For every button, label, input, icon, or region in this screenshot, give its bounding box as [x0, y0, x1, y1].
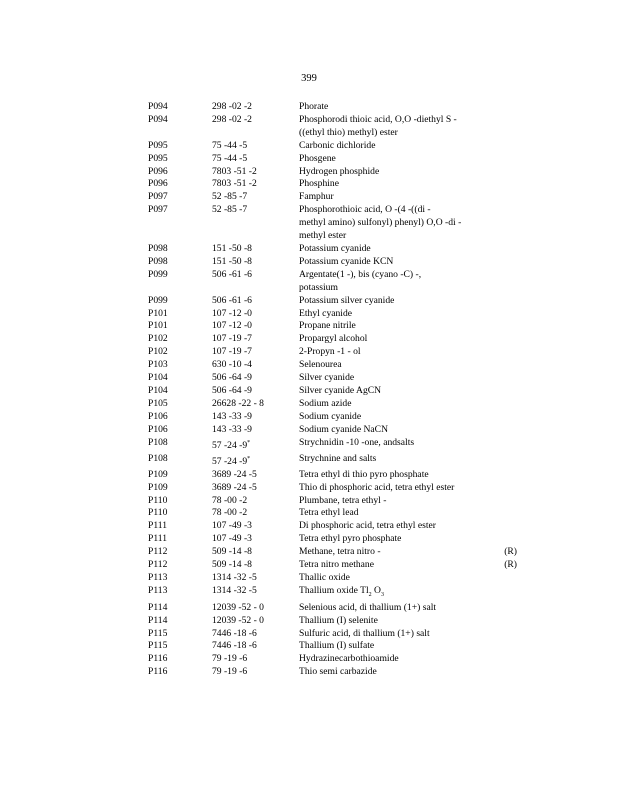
waste-code: P097: [148, 191, 168, 203]
waste-code: P098: [148, 242, 168, 254]
substance-name-line: Silver cyanide: [299, 372, 355, 384]
reactivity-flag: [497, 359, 517, 372]
table-row: [148, 507, 528, 520]
cas-number: [212, 653, 299, 666]
reactivity-flag: [497, 411, 517, 424]
substance-name: [299, 191, 497, 204]
cas-number: [212, 372, 299, 385]
waste-code: P114: [148, 614, 168, 626]
table-row: [148, 204, 528, 243]
waste-code: P114: [148, 601, 168, 613]
cas-number: [212, 191, 299, 204]
reactivity-flag: [497, 320, 517, 333]
substance-name: [299, 585, 497, 602]
table-row: [148, 398, 528, 411]
cas-number: [212, 520, 299, 533]
substance-name-line: Thallium (I) selenite: [299, 614, 378, 626]
substance-name: [299, 572, 497, 585]
table-row: [148, 602, 528, 615]
substance-name-line: Tetra ethyl pyro phosphate: [299, 533, 402, 545]
cas-number-text: 12039 -52 - 0: [212, 601, 264, 613]
reactivity-flag: [497, 204, 517, 243]
substance-name: [299, 424, 497, 437]
reactivity-flag: [497, 191, 517, 204]
cas-number: [212, 411, 299, 424]
page-number: 399: [301, 73, 317, 84]
cas-number-text: 7446 -18 -6: [212, 627, 257, 639]
substance-name: [299, 666, 497, 679]
reactivity-flag: [497, 615, 517, 628]
waste-code: P101: [148, 320, 168, 332]
cas-number: [212, 295, 299, 308]
cas-number: [212, 114, 299, 140]
cas-number-text: 298 -02 -2: [212, 101, 252, 112]
waste-code: P111: [148, 520, 168, 532]
cas-number: [212, 243, 299, 256]
substance-name-line: Selenourea: [299, 359, 342, 371]
reactivity-flag: [497, 520, 517, 533]
substance-name-line: Tetra nitro methane: [299, 559, 374, 571]
reactivity-flag: [497, 572, 517, 585]
waste-code: P104: [148, 384, 168, 396]
reactivity-flag: [497, 653, 517, 666]
substance-name-line: Phosphorothioic acid, O -(4 -((di -: [299, 204, 431, 216]
reactivity-flag: [497, 346, 517, 359]
cas-number-text: 107 -49 -3: [212, 533, 252, 545]
substance-name: [299, 640, 497, 653]
table-row: [148, 411, 528, 424]
reactivity-flag: [497, 295, 517, 308]
cas-number: [212, 602, 299, 615]
substance-name: [299, 507, 497, 520]
reactivity-flag: [497, 243, 517, 256]
reactivity-flag: [497, 140, 517, 153]
substance-name-line: 2-Propyn -1 - ol: [299, 346, 361, 358]
reactivity-flag: [497, 372, 517, 385]
substance-name-line: Thio di phosphoric acid, tetra ethyl ester: [299, 481, 455, 493]
substance-name: [299, 359, 497, 372]
substance-name: [299, 256, 497, 269]
substance-name-line: Phosphine: [299, 178, 339, 190]
cas-number: [212, 424, 299, 437]
substance-name-line: Silver cyanide AgCN: [299, 384, 382, 396]
cas-number-text: 75 -44 -5: [212, 152, 248, 164]
table-row: [148, 372, 528, 385]
table-row: [148, 437, 528, 453]
cas-number: [212, 482, 299, 495]
waste-code: P099: [148, 268, 168, 280]
cas-number: [212, 640, 299, 653]
substance-name: [299, 372, 497, 385]
cas-number-text: 52 -85 -7: [212, 204, 248, 216]
cas-number-text: 75 -44 -5: [212, 139, 248, 151]
reactivity-flag: [497, 585, 517, 602]
table-row: [148, 385, 528, 398]
substance-name: [299, 469, 497, 482]
waste-code: P116: [148, 666, 168, 678]
cas-number: [212, 359, 299, 372]
cas-number: [212, 385, 299, 398]
waste-code: P104: [148, 372, 168, 384]
substance-name: [299, 295, 497, 308]
substance-name: [299, 615, 497, 628]
cas-number-text: 151 -50 -8: [212, 255, 252, 267]
cas-number-text: 7803 -51 -2: [212, 165, 257, 177]
table-row: [148, 666, 528, 679]
substance-name-line: Argentate(1 -), bis (cyano -C) -,: [299, 268, 422, 280]
substance-name-line: Sodium azide: [299, 397, 352, 409]
cas-number: [212, 346, 299, 359]
substance-name-line: potassium: [299, 281, 338, 293]
substance-name-line: Strychnidin -10 -one, andsalts: [299, 436, 415, 448]
substance-name-line: Potassium silver cyanide: [299, 294, 395, 306]
waste-code: P108: [148, 436, 168, 448]
substance-name-line: methyl ester: [299, 230, 347, 242]
waste-code: P109: [148, 468, 168, 480]
cas-number: [212, 320, 299, 333]
cas-number-text: 143 -33 -9: [212, 423, 252, 435]
substance-name-line: Hydrazinecarbothioamide: [299, 653, 399, 665]
waste-code: P095: [148, 139, 168, 151]
substance-name-line: Strychnine and salts: [299, 452, 377, 464]
cas-number: [212, 140, 299, 153]
cas-number: [212, 178, 299, 191]
substance-name: [299, 559, 497, 572]
table-row: [148, 114, 528, 140]
cas-number-text: 107 -12 -0: [212, 307, 252, 319]
waste-code: P096: [148, 178, 168, 190]
substance-name-line: Thallium (I) sulfate: [299, 640, 375, 652]
table-row: [148, 243, 528, 256]
cas-number: [212, 453, 299, 469]
waste-code: P110: [148, 494, 168, 506]
table-row: [148, 320, 528, 333]
reactivity-flag: [497, 178, 517, 191]
substance-name-line: Thallic oxide: [299, 572, 350, 583]
substance-name-line: Sulfuric acid, di thallium (1+) salt: [299, 627, 430, 639]
reactivity-flag: [497, 166, 517, 179]
cas-number: [212, 398, 299, 411]
cas-number-text: 79 -19 -6: [212, 666, 248, 678]
reactivity-flag: [497, 101, 517, 114]
substance-name-line: Phosgene: [299, 152, 336, 164]
substance-name: [299, 114, 497, 140]
substance-name: [299, 204, 497, 243]
cas-number-text: 7803 -51 -2: [212, 178, 257, 190]
cas-number-text: 107 -49 -3: [212, 520, 252, 532]
waste-code: P101: [148, 307, 168, 319]
waste-code: P095: [148, 152, 168, 164]
reactivity-flag: [497, 385, 517, 398]
table-row: [148, 308, 528, 321]
waste-code: P113: [148, 572, 168, 583]
waste-code: P102: [148, 333, 168, 345]
table-row: [148, 295, 528, 308]
table-row: [148, 559, 528, 572]
cas-number: [212, 507, 299, 520]
substance-name-line: [299, 585, 497, 602]
substance-name-line: Potassium cyanide KCN: [299, 255, 394, 267]
cas-number-text: 26628 -22 - 8: [212, 397, 264, 409]
waste-code: P097: [148, 204, 168, 216]
substance-name-line: Sodium cyanide: [299, 410, 362, 422]
cas-number-text: 57 -24 -9: [212, 439, 248, 451]
reactivity-flag: [497, 507, 517, 520]
table-row: [148, 359, 528, 372]
waste-code: P103: [148, 359, 168, 371]
waste-code: P106: [148, 410, 168, 422]
substance-name-line: Carbonic dichloride: [299, 139, 376, 151]
substance-name: [299, 320, 497, 333]
cas-number: [212, 101, 299, 114]
substance-name: [299, 153, 497, 166]
table-row: [148, 269, 528, 295]
cas-number: [212, 615, 299, 628]
table-row: [148, 495, 528, 508]
table-row: [148, 178, 528, 191]
cas-number-text: 509 -14 -8: [212, 546, 252, 558]
cas-number-text: 509 -14 -8: [212, 559, 252, 571]
cas-number-text: 107 -12 -0: [212, 320, 252, 332]
reactivity-flag: [497, 666, 517, 679]
table-row: [148, 469, 528, 482]
cas-number: [212, 533, 299, 546]
table-row: [148, 572, 528, 585]
substance-name-line: Hydrogen phosphide: [299, 165, 380, 177]
cas-number: [212, 256, 299, 269]
cas-number: [212, 153, 299, 166]
substance-name-line: Phosphorodi thioic acid, O,O -diethyl S -: [299, 113, 457, 125]
substance-name-line: methyl amino) sulfonyl) phenyl) O,O -di -: [299, 217, 462, 229]
table-row: [148, 585, 528, 602]
waste-code: P094: [148, 113, 168, 125]
table-row: [148, 256, 528, 269]
table-row: [148, 101, 528, 114]
substance-name: [299, 398, 497, 411]
table-row: [148, 615, 528, 628]
substance-name-line: Famphur: [299, 191, 334, 203]
reactivity-flag: [497, 398, 517, 411]
reactivity-flag: [497, 256, 517, 269]
cas-number-text: 506 -64 -9: [212, 372, 252, 384]
table-row: [148, 628, 528, 641]
waste-code: P102: [148, 346, 168, 358]
reactivity-flag: [497, 628, 517, 641]
cas-number-text: 151 -50 -8: [212, 242, 252, 254]
cas-number: [212, 495, 299, 508]
substance-name-line: Di phosphoric acid, tetra ethyl ester: [299, 520, 436, 532]
formula-text: Thallium oxide Tl: [299, 584, 369, 596]
substance-name-line: Tetra ethyl di thio pyro phosphate: [299, 468, 429, 480]
cas-number-text: 506 -61 -6: [212, 268, 252, 280]
formula-subscript: 3: [380, 591, 384, 598]
substance-name: [299, 453, 497, 469]
substance-name-line: Potassium cyanide: [299, 242, 371, 254]
substance-name-line: Propane nitrile: [299, 320, 356, 332]
table-row: [148, 191, 528, 204]
waste-code: P108: [148, 452, 168, 464]
cas-number-text: 107 -19 -7: [212, 333, 252, 345]
waste-code: P099: [148, 294, 168, 306]
table-row: [148, 533, 528, 546]
table-row: [148, 453, 528, 469]
reactivity-flag: [497, 424, 517, 437]
cas-footnote-mark: *: [247, 455, 251, 462]
substance-name: [299, 520, 497, 533]
cas-number-text: 3689 -24 -5: [212, 481, 257, 493]
table-row: [148, 546, 528, 559]
cas-number-text: 78 -00 -2: [212, 494, 248, 506]
waste-code: P111: [148, 533, 168, 545]
reactivity-flag: [497, 640, 517, 653]
waste-code: P115: [148, 627, 168, 639]
substance-name: [299, 178, 497, 191]
substance-name: [299, 628, 497, 641]
table-row: [148, 346, 528, 359]
substance-name-line: Selenious acid, di thallium (1+) salt: [299, 601, 437, 613]
cas-number-text: 7446 -18 -6: [212, 640, 257, 652]
substance-name-line: Ethyl cyanide: [299, 307, 353, 319]
substance-name-line: Methane, tetra nitro -: [299, 546, 381, 558]
table-row: [148, 333, 528, 346]
reactivity-flag: [497, 437, 517, 453]
waste-code: P094: [148, 101, 168, 112]
waste-code: P096: [148, 165, 168, 177]
cas-number-text: 298 -02 -2: [212, 113, 252, 125]
reactivity-flag: [497, 453, 517, 469]
cas-number-text: 107 -19 -7: [212, 346, 252, 358]
table-row: [148, 166, 528, 179]
cas-number: [212, 585, 299, 602]
substance-name: [299, 482, 497, 495]
cas-number-text: 630 -10 -4: [212, 359, 252, 371]
substance-name: [299, 495, 497, 508]
cas-number: [212, 628, 299, 641]
substance-name: [299, 533, 497, 546]
reactivity-flag: [497, 602, 517, 615]
cas-number: [212, 269, 299, 295]
cas-footnote-mark: *: [247, 439, 251, 446]
cas-number: [212, 166, 299, 179]
cas-number-text: 1314 -32 -5: [212, 584, 257, 596]
substance-name: [299, 333, 497, 346]
cas-number: [212, 204, 299, 243]
substance-name: [299, 243, 497, 256]
waste-code: P106: [148, 423, 168, 435]
cas-number-text: 57 -24 -9: [212, 455, 248, 467]
table-row: [148, 140, 528, 153]
table-row: [148, 640, 528, 653]
cas-number-text: 506 -61 -6: [212, 294, 252, 306]
waste-code: P113: [148, 584, 168, 596]
substance-name: [299, 166, 497, 179]
cas-number-text: 1314 -32 -5: [212, 572, 257, 583]
cas-number: [212, 559, 299, 572]
substance-name-line: ((ethyl thio) methyl) ester: [299, 126, 398, 138]
substance-name: [299, 546, 497, 559]
cas-number-text: 79 -19 -6: [212, 653, 248, 665]
waste-code: P098: [148, 255, 168, 267]
cas-number-text: 143 -33 -9: [212, 410, 252, 422]
substance-name-line: Thio semi carbazide: [299, 666, 377, 678]
substance-name-line: Sodium cyanide NaCN: [299, 423, 388, 435]
reactivity-flag: [497, 308, 517, 321]
substance-name: [299, 437, 497, 453]
cas-number: [212, 437, 299, 453]
cas-number: [212, 333, 299, 346]
cas-number: [212, 469, 299, 482]
waste-code: P115: [148, 640, 168, 652]
reactivity-flag: [497, 533, 517, 546]
waste-code: P105: [148, 397, 168, 409]
reactivity-flag: [497, 153, 517, 166]
substance-name: [299, 269, 497, 295]
waste-code: P110: [148, 507, 168, 519]
substance-name: [299, 602, 497, 615]
reactivity-flag: [497, 269, 517, 295]
cas-number: [212, 666, 299, 679]
reactivity-flag: [497, 469, 517, 482]
waste-code: P109: [148, 481, 168, 493]
reactivity-flag: (R): [504, 559, 517, 571]
reactivity-flag: (R): [504, 546, 517, 558]
substance-name: [299, 346, 497, 359]
waste-code: P112: [148, 546, 168, 558]
substance-name-line: Plumbane, tetra ethyl -: [299, 494, 387, 506]
reactivity-flag: [497, 495, 517, 508]
substance-name-line: Propargyl alcohol: [299, 333, 368, 345]
chemical-table: [148, 101, 528, 679]
reactivity-flag: [497, 114, 517, 140]
formula-text: O: [371, 584, 381, 596]
waste-code: P112: [148, 559, 168, 571]
substance-name: [299, 140, 497, 153]
cas-number-text: 506 -64 -9: [212, 384, 252, 396]
cas-number-text: 3689 -24 -5: [212, 468, 257, 480]
cas-number-text: 52 -85 -7: [212, 191, 248, 203]
substance-name: [299, 653, 497, 666]
cas-number-text: 78 -00 -2: [212, 507, 248, 519]
substance-name: [299, 411, 497, 424]
substance-name-line: Tetra ethyl lead: [299, 507, 359, 519]
reactivity-flag: [497, 333, 517, 346]
waste-code: P116: [148, 653, 168, 665]
table-row: [148, 424, 528, 437]
substance-name: [299, 385, 497, 398]
table-row: [148, 153, 528, 166]
cas-number: [212, 308, 299, 321]
table-row: [148, 482, 528, 495]
table-row: [148, 520, 528, 533]
cas-number-text: 12039 -52 - 0: [212, 614, 264, 626]
cas-number: [212, 572, 299, 585]
formula-subscript: 2: [368, 591, 372, 598]
cas-number: [212, 546, 299, 559]
table-row: [148, 653, 528, 666]
reactivity-flag: [497, 482, 517, 495]
substance-name: [299, 308, 497, 321]
substance-name-line: Phorate: [299, 101, 329, 112]
substance-name: [299, 101, 497, 114]
